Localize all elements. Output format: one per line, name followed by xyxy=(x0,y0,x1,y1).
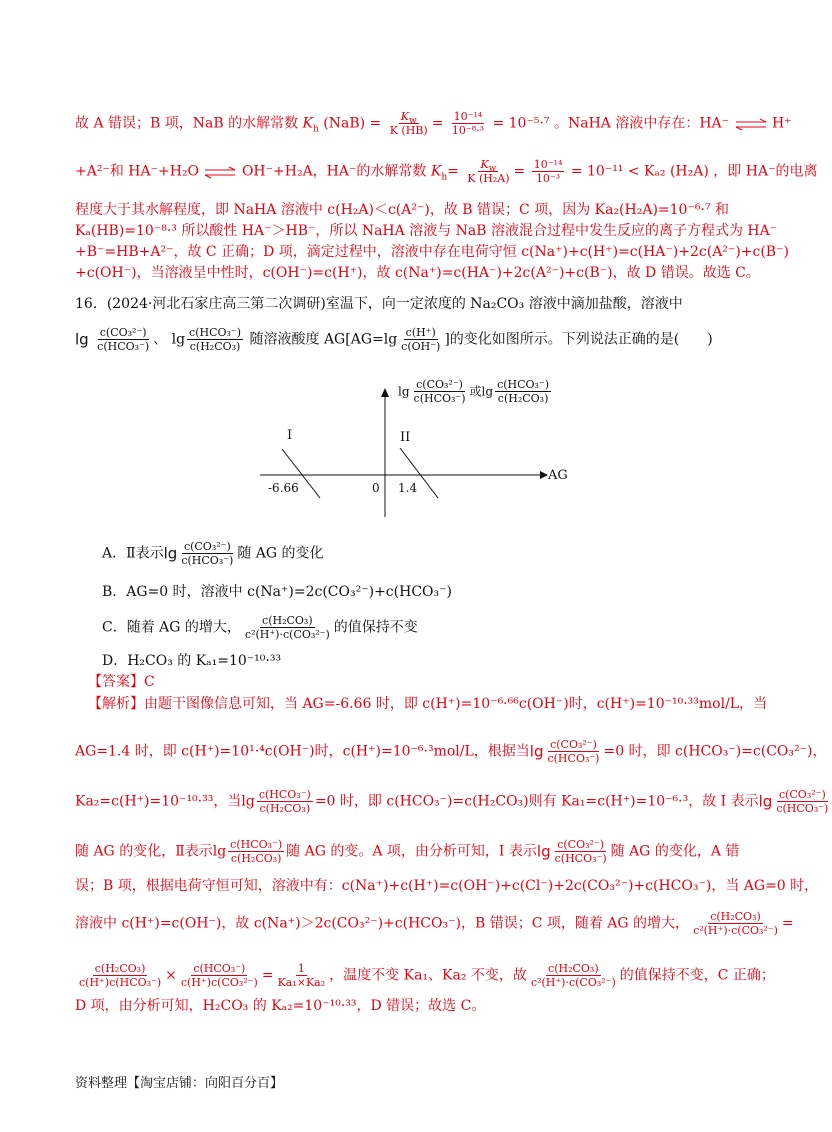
frac-num: c(CO₃²⁻) xyxy=(550,738,597,751)
text: 或 xyxy=(469,384,482,399)
frac-den: c(H₂CO₃) xyxy=(259,802,311,815)
frac-den: c²(H⁺)·c(CO₃²⁻) xyxy=(530,976,616,989)
frac-den: c(HCO₃⁻) xyxy=(413,392,466,405)
analysis-line6 xyxy=(75,910,794,937)
prev-analysis-line4: Kₐ(HB)=10⁻⁸·³ 所以酸性 HA⁻＞HB⁻，所以 NaHA 溶液与 NaB 溶液混合过程中发生反应的离子方程式为 HA⁻ xyxy=(75,223,778,239)
option-C xyxy=(102,614,418,641)
fraction xyxy=(529,962,618,989)
fraction xyxy=(774,788,830,815)
origin-label: 0 xyxy=(372,481,380,495)
answer-label: 【答案】C xyxy=(88,674,155,690)
frac-den: c(H⁺)c(HCO₃⁻) xyxy=(79,976,162,989)
kh-symbol: K xyxy=(302,115,314,132)
frac-num: c(HCO₃⁻) xyxy=(189,326,242,339)
frac-num: K xyxy=(400,110,409,123)
text: 溶液中 c(H⁺)=c(OH⁻)，故 c(Na⁺)＞2c(CO₃²⁻)+c(HCO₃⁻)，B 错误；C 项，随着 AG 的增大， xyxy=(75,915,690,932)
frac-den: c(OH⁻) xyxy=(401,340,441,353)
line-I-label: I xyxy=(287,428,293,443)
frac-num: 10⁻¹⁴ xyxy=(533,158,563,171)
analysis-line4: 随 AG 的变化，Ⅱ表示lg $\frac{\text{c(HCO₃⁻)}}{\text{c(H₂CO₃)}}$ 随 AG 的变。A 项，由分析可知，I 表示lg $\frac{\text{c(CO₃²⁻)}}{\text{c(HCO₃⁻)}}$ 随 AG 的变化，A 错 xyxy=(75,838,740,865)
fraction xyxy=(187,326,243,353)
frac-den: c(HCO₃⁻) xyxy=(97,340,150,353)
frac-num: 1 xyxy=(297,962,305,975)
frac-num: c(HCO₃⁻) xyxy=(258,788,311,801)
option-A: A．Ⅱ表示lg $\frac{\text{c(CO₃²⁻)}}{\text{c(HCO₃⁻)}}$ 随 AG 的变化 xyxy=(102,540,324,567)
lg-symbol: lg xyxy=(75,330,89,349)
text: ]的变化如图所示。下列说法正确的是( ) xyxy=(444,331,713,348)
text: = xyxy=(261,967,274,984)
text: =0 时，即 c(HCO₃⁻)=c(CO₃²⁻)， xyxy=(603,743,827,760)
frac-num: K xyxy=(480,158,489,171)
fraction xyxy=(179,540,235,567)
fraction xyxy=(77,962,163,989)
frac-den: K (HB) xyxy=(389,124,428,137)
frac-den: c(HCO₃⁻) xyxy=(181,554,234,567)
text: 故 A 错误；B 项，NaB 的水解常数 xyxy=(75,115,299,132)
text: 、 xyxy=(153,331,168,348)
frac-den: c²(H⁺)·c(CO₃²⁻) xyxy=(693,924,778,937)
x-axis-arrow-icon xyxy=(540,471,548,479)
frac-num: c(H⁺) xyxy=(405,326,436,339)
text: 。NaHA 溶液中存在：HA⁻ xyxy=(553,115,730,132)
frac-den: c(H⁺)c(CO₃²⁻) xyxy=(180,976,258,989)
y-axis-arrow-icon xyxy=(381,388,389,397)
fraction xyxy=(545,738,601,765)
text: = xyxy=(781,915,794,932)
text: 的值保持不变，C 正确； xyxy=(619,967,775,984)
prev-analysis-line3: 程度大于其水解程度，即 NaHA 溶液中 c(H₂A)＜c(A²⁻)，故 B 错误；C 项，因为 Ka₂(H₂A)=10⁻⁶·⁷ 和 xyxy=(75,202,729,218)
fraction: $\frac{K_w}{K (HB)}$ xyxy=(389,110,428,137)
fraction xyxy=(450,110,486,137)
frac-den: c(H₂CO₃) xyxy=(230,852,282,865)
text: =0 时，即 c(HCO₃⁻)=c(H₂CO₃)则有 Ka₁=c(H⁺)=10⁻⁶·³，故 I 表示 xyxy=(314,793,759,810)
tick-label-left: -6.66 xyxy=(268,481,299,495)
fraction xyxy=(399,326,442,353)
prev-analysis-line2: +A²⁻和 HA⁻+H₂O OH⁻+H₂A，HA⁻的水解常数 $K_h=$ $\frac{K_w}{\text{K (H₂A)}}$ = $\frac{\text{10⁻¹⁴}}{\text{10⁻³}}$ = 10⁻¹¹ < Kₐ₂ (H₂A) ，即 HA⁻的电离 xyxy=(75,158,818,185)
frac-den: K (H₂A) xyxy=(467,172,510,185)
text: ，温度不变 Ka₁、Ka₂ 不变，故 xyxy=(329,967,527,984)
frac-den: c(HCO₃⁻) xyxy=(547,752,600,765)
frac-num: c(H₂CO₃) xyxy=(94,962,146,975)
prev-analysis-line1: 故 A 错误；B 项，NaB 的水解常数 $K_h$ (NaB) = $\frac{K_w}{K (HB)}$ = $\frac{\text{10⁻¹⁴}}{\text{10⁻⁸·³}}$ = 10⁻⁵·⁷ 。NaHA 溶液中存在：HA⁻ H⁺ xyxy=(75,110,792,137)
analysis-line1: 【解析】由题干图像信息可知，当 AG=-6.66 时，即 c(H⁺)=10⁻⁶·⁶⁶c(OH⁻)时，c(H⁺)=10⁻¹⁰·³³mol/L，当 xyxy=(88,696,768,712)
frac-den: Ka₁×Ka₂ xyxy=(277,976,326,989)
equilibrium-arrow-icon xyxy=(203,166,237,178)
analysis-line2: AG=1.4 时，即 c(H⁺)=10¹·⁴c(OH⁻)时，c(H⁺)=10⁻⁶·³mol/L，根据当lg $\frac{\text{c(CO₃²⁻)}}{\text{c(HCO₃⁻)}}$ =0 时，即 c(HCO₃⁻)=c(CO₃²⁻)， xyxy=(75,738,827,765)
text: 随 AG 的变化，Ⅱ表示 xyxy=(75,843,213,860)
question-stem-line2: lg $\frac{\text{c(CO₃²⁻)}}{\text{c(HCO₃⁻)}}$ 、 lg $\frac{\text{c(HCO₃⁻)}}{\text{c(H₂CO₃)}}$ 随溶液酸度 AG[AG=lg $\frac{c(H^+)}{c(OH^-)}$ ]的变化如图所示。下列说法正确的是( ) xyxy=(75,326,713,353)
text: ，即 HA⁻的电离 xyxy=(713,163,818,180)
frac-den: c(HCO₃⁻) xyxy=(554,852,607,865)
graph xyxy=(250,385,560,520)
frac-num: c(CO₃²⁻) xyxy=(99,326,147,339)
text: = 10⁻⁵·⁷ xyxy=(492,115,550,132)
text: × xyxy=(165,967,177,984)
graph-y-label: lg $\frac{\text{c(CO₃²⁻)}}{\text{c(HCO₃⁻)}}$ 或lg $\frac{\text{c(HCO₃⁻)}}{\text{c(H₂CO₃)}}$ xyxy=(398,378,550,405)
option-D: D．H₂CO₃ 的 Kₐ₁=10⁻¹⁰·³³ xyxy=(102,653,282,669)
prev-analysis-line5: +B⁻=HB+A²⁻，故 C 正确；D 项，滴定过程中，溶液中存在电荷守恒 c(Na⁺)+c(H⁺)=c(HA⁻)+2c(A²⁻)+c(B⁻) xyxy=(75,244,789,260)
text: AG=1.4 时，即 c(H⁺)=10¹·⁴c(OH⁻)时，c(H⁺)=10⁻⁶·³mol/L，根据当 xyxy=(75,743,530,760)
question-stem-line1: 16．(2024·河北石家庄高三第二次调研)室温下，向一定浓度的 Na₂CO₃ 溶液中滴加盐酸，溶液中 xyxy=(75,296,683,312)
frac-den: c(H₂CO₃) xyxy=(497,392,549,405)
fraction xyxy=(276,962,328,989)
text: 随 AG 的变化，A 错 xyxy=(610,843,740,860)
frac-num: c(H₂CO₃) xyxy=(548,962,599,975)
analysis-line8: D 项，由分析可知，H₂CO₃ 的 Kₐ₂=10⁻¹⁰·³³，D 错误；故选 C。 xyxy=(75,998,486,1014)
frac-den: c(HCO₃⁻) xyxy=(776,802,829,815)
fraction xyxy=(95,326,151,353)
text: 随溶液酸度 AG[AG=lg xyxy=(249,331,398,348)
text: Ka₂=c(H⁺)=10⁻¹⁰·³³，当 xyxy=(75,793,242,810)
fraction xyxy=(228,838,284,865)
frac-num: c(HCO₃⁻) xyxy=(230,838,283,851)
frac-den: c(H₂CO₃) xyxy=(189,340,241,353)
fraction xyxy=(257,788,313,815)
footer-source: 资料整理【淘宝店铺：向阳百分百】 xyxy=(75,1076,284,1091)
text: 的值保持不变 xyxy=(333,619,418,636)
frac-num: c(H₂CO₃) xyxy=(262,614,313,627)
text: = 10⁻¹¹ < Kₐ₂ (H₂A) xyxy=(570,163,709,180)
frac-den: 10⁻³ xyxy=(535,172,561,185)
text: +A²⁻和 HA⁻+H₂O xyxy=(75,163,200,180)
fraction xyxy=(243,614,332,641)
fraction xyxy=(179,962,260,989)
text: (NaB) = xyxy=(323,115,382,132)
fraction: $\frac{K_w}{\text{K (H₂A)}}$ xyxy=(467,158,510,185)
text: 随 AG 的变化 xyxy=(237,545,324,562)
prev-analysis-line6: +c(OH⁻)，当溶液呈中性时，c(OH⁻)=c(H⁺)，故 c(Na⁺)=c(HA⁻)+2c(A²⁻)+c(B⁻)，故 D 错误。故选 C。 xyxy=(75,265,760,281)
frac-den: 10⁻⁸·³ xyxy=(451,124,485,137)
fraction xyxy=(691,910,780,937)
equilibrium-arrow-icon xyxy=(734,118,768,130)
frac-num: c(CO₃²⁻) xyxy=(778,788,826,801)
frac-den: c²(H⁺)·c(CO₃²⁻) xyxy=(244,628,330,641)
tick-label-right: 1.4 xyxy=(398,481,418,495)
analysis-line7 xyxy=(75,962,775,989)
frac-num: c(CO₃²⁻) xyxy=(416,378,463,391)
frac-num: 10⁻¹⁴ xyxy=(453,110,483,123)
frac-num: c(HCO₃⁻) xyxy=(497,378,550,391)
frac-num: c(HCO₃⁻) xyxy=(193,962,246,975)
option-B: B．AG=0 时，溶液中 c(Na⁺)=2c(CO₃²⁻)+c(HCO₃⁻) xyxy=(102,584,452,600)
text: C．随着 AG 的增大， xyxy=(102,619,241,636)
analysis-line3: Ka₂=c(H⁺)=10⁻¹⁰·³³，当lg $\frac{\text{c(HCO₃⁻)}}{\text{c(H₂CO₃)}}$ =0 时，即 c(HCO₃⁻)=c(H₂CO₃)则有 Ka₁=c(H⁺)=10⁻⁶·³，故 I 表示lg $\frac{\text{c(CO₃²⁻)}}{\text{c(HCO₃⁻)}}$ xyxy=(75,788,829,815)
text: 随 AG 的变。A 项，由分析可知，I 表示 xyxy=(286,843,537,860)
line-II-label: II xyxy=(400,430,411,445)
frac-num: c(CO₃²⁻) xyxy=(183,540,231,553)
x-axis-label: AG xyxy=(548,468,568,483)
text: H⁺ xyxy=(771,115,792,132)
fraction xyxy=(553,838,609,865)
frac-num: c(CO₃²⁻) xyxy=(557,838,605,851)
text: lg xyxy=(398,384,410,399)
fraction xyxy=(532,158,565,185)
analysis-line5: 误；B 项，根据电荷守恒可知，溶液中有：c(Na⁺)+c(H⁺)=c(OH⁻)+c(Cl⁻)+2c(CO₃²⁻)+c(HCO₃⁻)，当 AG=0 时， xyxy=(75,878,819,894)
text: A．Ⅱ表示 xyxy=(102,545,164,562)
text: OH⁻+H₂A，HA⁻的水解常数 xyxy=(241,163,427,180)
frac-num: c(H₂CO₃) xyxy=(710,910,761,923)
